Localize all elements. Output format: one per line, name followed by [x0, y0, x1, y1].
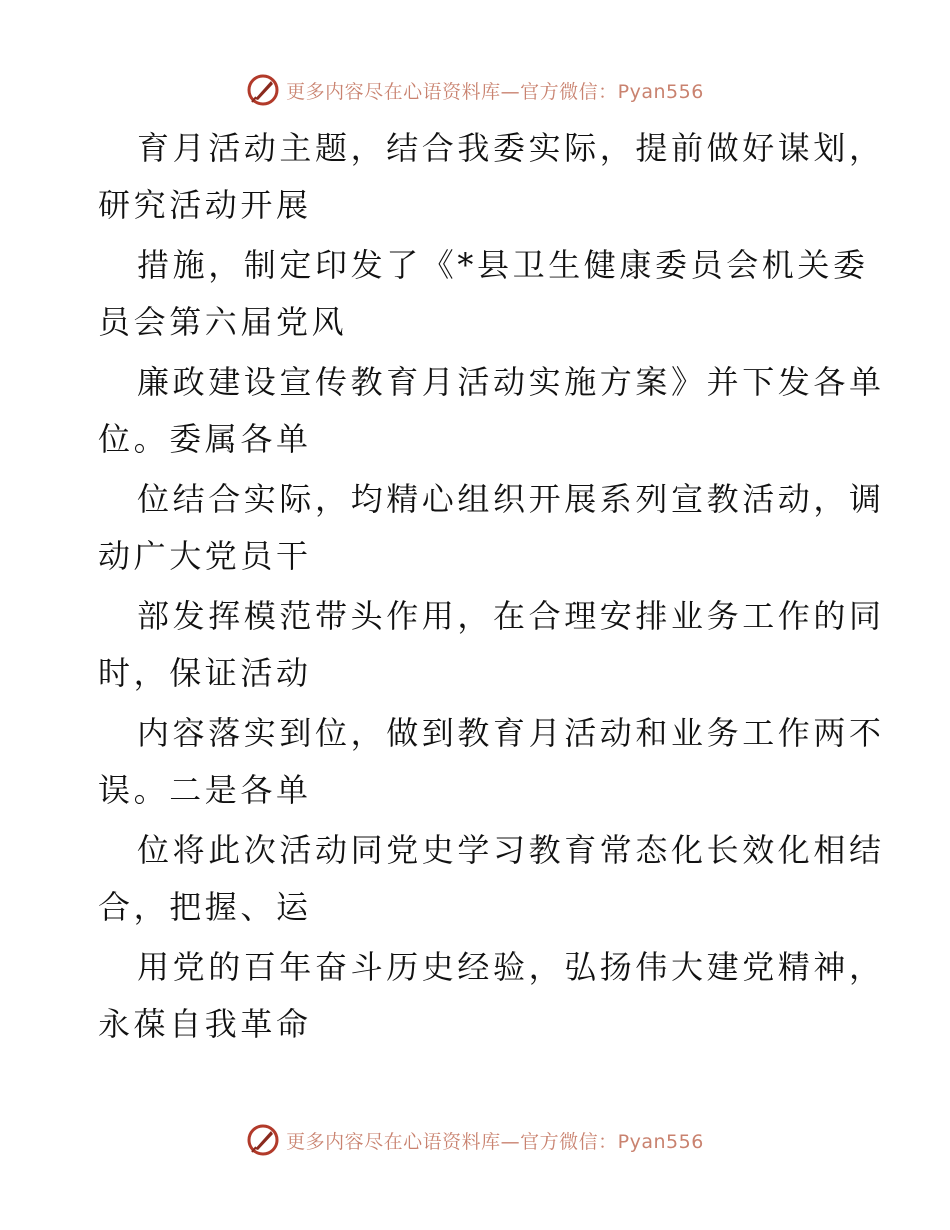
watermark-text: 更多内容尽在心语资料库—官方微信：Pyan556 — [286, 1130, 704, 1153]
text-line: 育月活动主题，结合我委实际，提前做好谋划， — [137, 129, 885, 167]
text-line: 动广大党员干 — [98, 537, 312, 575]
text-line: 永葆自我革命 — [98, 1005, 312, 1043]
text-line: 员会第六届党风 — [98, 303, 348, 341]
text-line: 措施，制定印发了《*县卫生健康委员会机关委 — [137, 246, 869, 284]
text-line: 误。二是各单 — [98, 771, 312, 809]
text-line: 内容落实到位，做到教育月活动和业务工作两不 — [137, 714, 885, 752]
text-line: 研究活动开展 — [98, 186, 312, 224]
watermark-text: 更多内容尽在心语资料库—官方微信：Pyan556 — [286, 80, 704, 103]
text-line: 部发挥模范带头作用，在合理安排业务工作的同 — [137, 597, 885, 635]
text-line: 时，保证活动 — [98, 654, 312, 692]
text-line: 位。委属各单 — [98, 420, 312, 458]
text-line: 位结合实际，均精心组织开展系列宣教活动，调 — [137, 480, 885, 518]
text-line: 廉政建设宣传教育月活动实施方案》并下发各单 — [137, 363, 885, 401]
text-line: 位将此次活动同党史学习教育常态化长效化相结 — [137, 831, 885, 869]
text-line: 用党的百年奋斗历史经验，弘扬伟大建党精神， — [137, 948, 885, 986]
footer-watermark — [0, 1120, 950, 1160]
quill-logo-icon — [246, 73, 280, 107]
quill-logo-icon — [246, 1123, 280, 1157]
header-watermark — [0, 70, 950, 110]
text-line: 合，把握、运 — [98, 888, 312, 926]
